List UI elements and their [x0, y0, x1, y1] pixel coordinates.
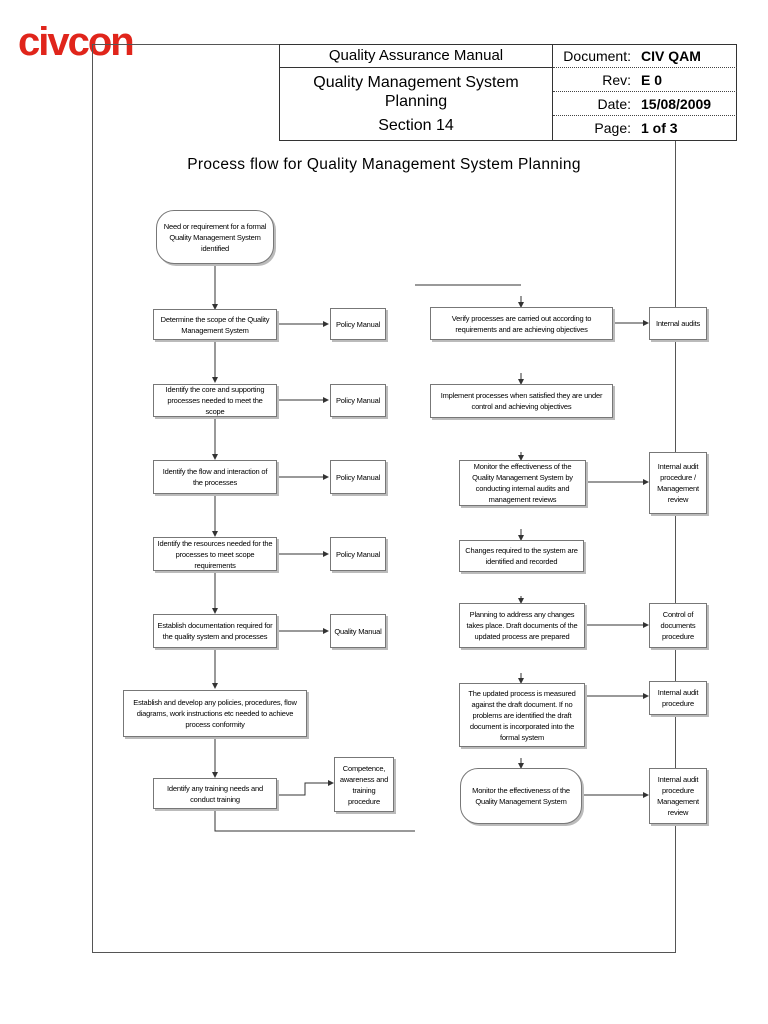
- ref-quality-manual: Quality Manual: [330, 614, 386, 648]
- date-value: 15/08/2009: [641, 96, 712, 112]
- ref-policy-manual-4: Policy Manual: [330, 537, 386, 571]
- document-value: CIV QAM: [641, 48, 701, 64]
- title-line-2: Planning: [384, 93, 448, 110]
- flow-step-identify-flow: Identify the flow and interaction of the processes: [153, 460, 277, 494]
- page-value: 1 of 3: [641, 120, 678, 136]
- flow-step-implement-processes: Implement processes when satisfied they are under control and achieving objectives: [430, 384, 613, 418]
- document-label: Document:: [563, 48, 631, 64]
- ref-internal-audits: Internal audits: [649, 307, 707, 340]
- section-number: Section 14: [378, 117, 454, 134]
- flow-step-training: Identify any training needs and conduct training: [153, 778, 277, 809]
- flow-step-changes-identified: Changes required to the system are identified and recorded: [459, 540, 584, 572]
- ref-policy-manual-3: Policy Manual: [330, 460, 386, 494]
- ref-internal-audit-review-end: Internal audit procedure Management review: [649, 768, 707, 824]
- flow-step-monitor-audits: Monitor the effectiveness of the Quality Management System by conducting internal audits and management reviews: [459, 460, 586, 506]
- ref-internal-audit-management-review: Internal audit procedure / Management review: [649, 452, 707, 514]
- flow-step-establish-documentation: Establish documentation required for the quality system and processes: [153, 614, 277, 648]
- ref-control-of-documents: Control of documents procedure: [649, 603, 707, 648]
- page-label: Page:: [594, 120, 631, 136]
- flow-step-planning-changes: Planning to address any changes takes place. Draft documents of the updated process are prepared: [459, 603, 585, 648]
- flow-step-verify-processes: Verify processes are carried out according to requirements and are achieving objectives: [430, 307, 613, 340]
- flow-step-identify-resources: Identify the resources needed for the processes to meet scope requirements: [153, 537, 277, 571]
- flow-step-measure-update: The updated process is measured against the draft document. If no problems are identified the draft document is incorporated into the formal system: [459, 683, 585, 747]
- page-heading: Process flow for Quality Management System Planning: [187, 156, 581, 173]
- rev-label: Rev:: [602, 72, 631, 88]
- flow-step-identify-processes: Identify the core and supporting processes needed to meet the scope: [153, 384, 277, 417]
- flow-step-develop-policies: Establish and develop any policies, procedures, flow diagrams, work instructions etc needed to achieve process conformity: [123, 690, 307, 737]
- start-terminator: Need or requirement for a formal Quality Management System identified: [156, 210, 274, 264]
- rev-value: E 0: [641, 72, 663, 88]
- ref-internal-audit-procedure: Internal audit procedure: [649, 681, 707, 715]
- civcon-logo: civcon: [18, 20, 133, 64]
- ref-policy-manual-2: Policy Manual: [330, 384, 386, 417]
- manual-name: Quality Assurance Manual: [279, 44, 553, 68]
- end-terminator: Monitor the effectiveness of the Quality Management System: [460, 768, 582, 824]
- date-label: Date:: [597, 96, 631, 112]
- title-line-1: Quality Management System: [313, 74, 519, 91]
- ref-policy-manual-1: Policy Manual: [330, 308, 386, 340]
- ref-competence-training-procedure: Competence, awareness and training procedure: [334, 757, 394, 812]
- flow-step-determine-scope: Determine the scope of the Quality Management System: [153, 309, 277, 340]
